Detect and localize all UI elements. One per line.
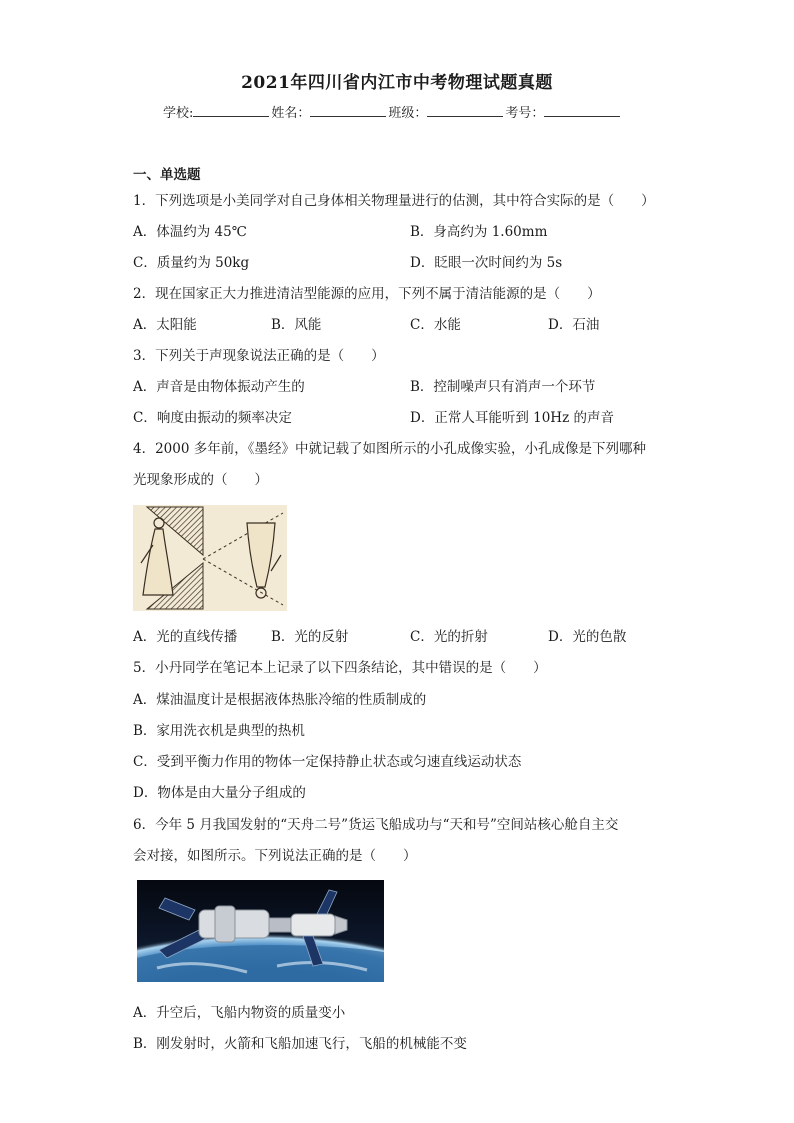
- option-b: B．控制噪声只有消声一个环节: [410, 379, 596, 395]
- option-d: D．光的色散: [548, 629, 627, 645]
- school-label: 学校:: [163, 106, 194, 121]
- class-blank[interactable]: [427, 103, 503, 117]
- option-d: D．物体是由大量分子组成的: [133, 785, 306, 801]
- student-info-line: [163, 102, 643, 121]
- option-b: B．家用洗衣机是典型的热机: [133, 723, 305, 739]
- option-c: C．响度由振动的频率决定: [133, 410, 292, 426]
- question-stem: 2．现在国家正大力推进清洁型能源的应用，下列不属于清洁能源的是（ ）: [133, 286, 601, 302]
- option-b: B．刚发射时，火箭和飞船加速飞行，飞船的机械能不变: [133, 1036, 467, 1052]
- option-c: C．光的折射: [410, 629, 488, 645]
- option-d: D．石油: [548, 317, 600, 333]
- option-b: B．光的反射: [271, 629, 349, 645]
- page-title: 2021年四川省内江市中考物理试题真题: [241, 73, 553, 93]
- option-a: A．煤油温度计是根据液体热胀冷缩的性质制成的: [133, 692, 427, 708]
- option-c: C．质量约为 50kg: [133, 255, 250, 271]
- option-d: D．正常人耳能听到 10Hz 的声音: [410, 410, 614, 426]
- question-stem: 3．下列关于声现象说法正确的是（ ）: [133, 348, 385, 364]
- name-label: 姓名：: [271, 106, 311, 121]
- option-d: D．眨眼一次时间约为 5s: [410, 255, 563, 271]
- space-station-figure: [137, 880, 384, 982]
- option-a: A．体温约为 45℃: [133, 224, 247, 240]
- pinhole-figure: [133, 505, 287, 611]
- option-a: A．光的直线传播: [133, 629, 238, 645]
- option-b: B．风能: [271, 317, 322, 333]
- question-stem: 5．小丹同学在笔记本上记录了以下四条结论，其中错误的是（ ）: [133, 660, 547, 676]
- pinhole-drawing: [133, 505, 287, 611]
- number-label: 考号：: [505, 106, 545, 121]
- question-stem-cont: 光现象形成的（ ）: [133, 472, 268, 488]
- question-stem: 1．下列选项是小美同学对自己身体相关物理量进行的估测，其中符合实际的是（ ）: [133, 193, 655, 209]
- class-label: 班级：: [388, 106, 428, 121]
- school-blank[interactable]: [193, 103, 269, 117]
- option-c: C．水能: [410, 317, 461, 333]
- option-a: A．声音是由物体振动产生的: [133, 379, 305, 395]
- question-stem-cont: 会对接，如图所示。下列说法正确的是（ ）: [133, 848, 417, 864]
- section-title: 一、单选题: [133, 167, 201, 183]
- number-blank[interactable]: [544, 103, 620, 117]
- space-station-drawing: [137, 880, 384, 982]
- option-b: B．身高约为 1.60mm: [410, 224, 548, 240]
- question-stem: 6．今年 5 月我国发射的“天舟二号”货运飞船成功与“天和号”空间站核心舱自主交: [133, 817, 619, 833]
- option-a: A．太阳能: [133, 317, 197, 333]
- question-stem: 4．2000 多年前，《墨经》中就记载了如图所示的小孔成像实验，小孔成像是下列哪种: [133, 441, 646, 457]
- name-blank[interactable]: [310, 103, 386, 117]
- option-c: C．受到平衡力作用的物体一定保持静止状态或匀速直线运动状态: [133, 754, 522, 770]
- option-a: A．升空后，飞船内物资的质量变小: [133, 1005, 346, 1021]
